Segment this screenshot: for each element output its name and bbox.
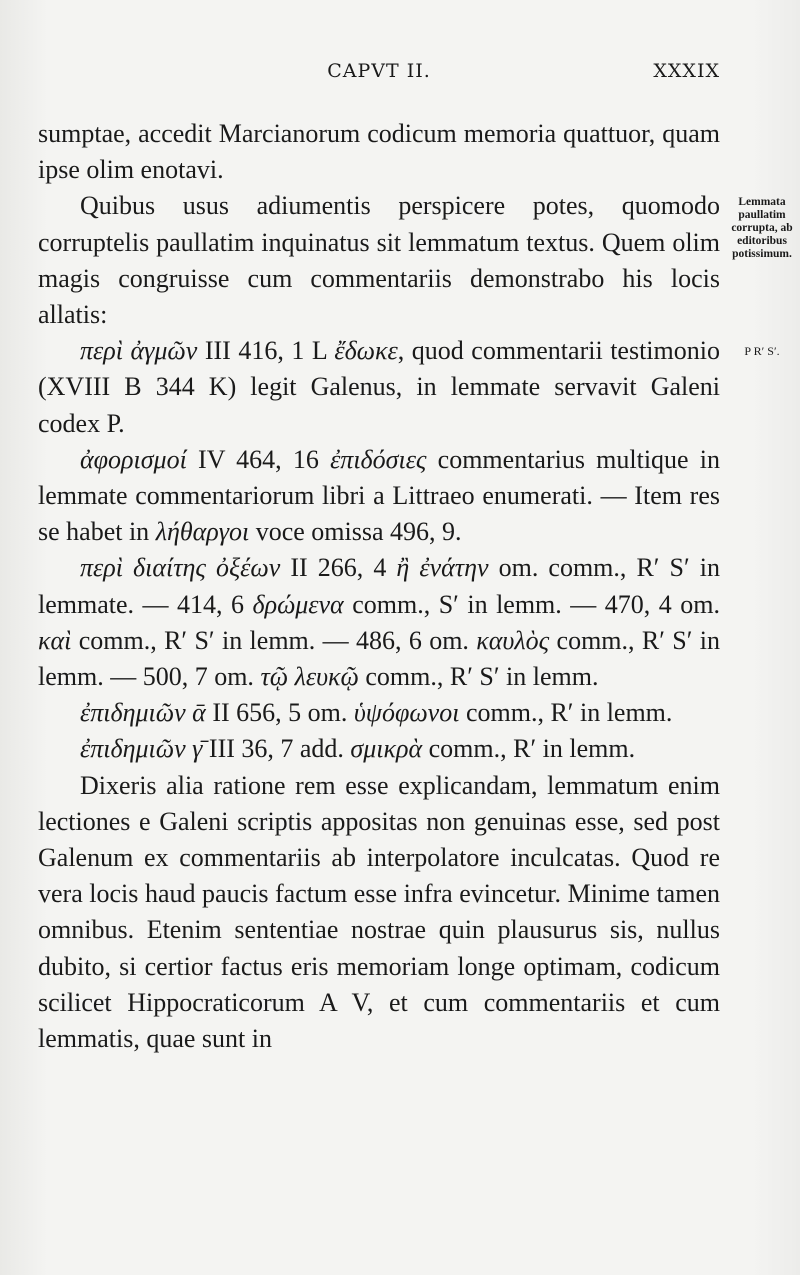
paragraph-2: Quibus usus adiumentis perspicere potes, quomodo corruptelis paullatim inquinatus sit lemmatum textus. Quem olim magis congruisse cum commentariis demonstrabo his locis allatis:	[38, 191, 720, 330]
paragraph-5	[38, 550, 720, 695]
greek-title: περὶ διαίτης ὀξέων	[80, 553, 281, 583]
greek-title: περὶ ἀγμῶν	[80, 336, 198, 366]
greek-word: δρώμενα	[252, 589, 344, 619]
text-run: II 656, 5 om.	[205, 698, 354, 728]
text-run: III 36, 7 add.	[202, 734, 351, 764]
paragraph-8: Dixeris alia ratione rem esse explicandam, lemmatum enim lectiones e Galeni scriptis appositas non genuinas esse, sed post Galenum ex commentariis ab interpolatore inculcatas. Quod re vera locis haud paucis factum esse infra evincetur. Minime tamen omnibus. Etenim sententiae nostrae quin plausurus sis, nullus dubito, si certior factus eris memoriam longe optimam, codicum scilicet Hippocraticorum A V, et cum commentariis et cum lemmatis, quae sunt in	[38, 770, 720, 1054]
text-run: comm., R′ S′ in lemm.	[358, 662, 599, 692]
paragraph-4	[38, 442, 720, 551]
greek-word: ὑψόφωνοι	[353, 698, 460, 728]
paragraph-6	[38, 695, 720, 731]
paragraph-3	[38, 333, 720, 442]
greek-word: ἐπιδόσιες	[330, 444, 427, 474]
body-text	[38, 116, 720, 1057]
margin-note-sigla: P R′ S′.	[744, 344, 780, 358]
chapter-title: CAPVT II.	[327, 60, 431, 82]
greek-word: λήθαργοι	[155, 517, 250, 547]
text-run: III 416, 1 L	[197, 336, 335, 366]
text-run: , quod commentarii testimonio (XVIII B 344 K) legit Galenus, in lemmate servavit Galeni codex P.	[38, 336, 720, 438]
greek-word: τῷ λευκῷ	[260, 662, 359, 692]
paragraph-1: sumptae, accedit Marcianorum codicum memoria quattuor, quam ipse olim enotavi.	[38, 119, 720, 185]
text-run: comm., R′ S′ in lemm. — 486, 6 om.	[71, 625, 477, 655]
text-run: comm., R′ in lemm.	[422, 734, 636, 764]
greek-word: ἢ ἐνάτην	[396, 553, 489, 583]
paragraph-7	[38, 731, 720, 767]
text-run: comm., R′ in lemm.	[459, 698, 673, 728]
greek-title: ἀφορισμοί	[80, 444, 187, 474]
greek-word: σμικρὰ	[350, 734, 423, 764]
greek-word: ἔδωκε	[334, 336, 398, 366]
text-run: om. comm., R′ S′ in lemmate. — 414, 6	[38, 553, 720, 619]
text-run: comm., S′ in lemm. — 470, 4 om.	[343, 589, 721, 619]
greek-word: καὶ	[38, 625, 72, 655]
text-run: voce omissa 496, 9.	[249, 517, 462, 547]
greek-title: ἐπιδημιῶν ᾱ	[80, 698, 206, 728]
page-number: XXXIX	[653, 60, 720, 82]
text-run: comm., R′ S′ in lemm. — 500, 7 om.	[38, 625, 721, 692]
greek-word: καυλὸς	[476, 625, 550, 655]
text-run: commentarius multique in lemmate commentariorum libri a Littraeo enumerati. — Item res se habet in	[38, 444, 720, 547]
text-run: IV 464, 16	[186, 444, 331, 474]
text-run: II 266, 4	[280, 553, 397, 583]
running-header	[38, 60, 720, 90]
margin-note-lemmata: Lemmata paullatim corrupta, ab editoribus potissimum.	[731, 196, 793, 260]
greek-title: ἐπιδημιῶν γ̄	[80, 734, 203, 764]
